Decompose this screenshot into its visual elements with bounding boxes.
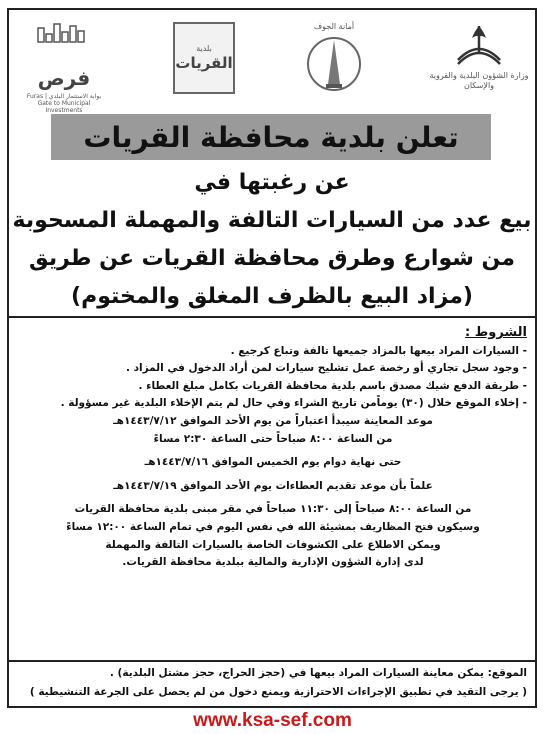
furas-skyline-icon [34,22,94,66]
logo-row [9,10,535,115]
qurayyat-caption: بلدية [196,44,212,54]
schedule-line: حتى نهاية دوام يوم الخميس الموافق ١٤٤٣/٧/١٦هـ [144,456,402,469]
location-section [19,664,527,702]
qurayyat-wordmark: القريات [175,53,233,72]
announcement-headline [9,202,535,316]
conditions-title: الشروط : [465,325,527,340]
schedule-line: موعد المعاينة سيبدأ اعتباراً من يوم الأحد الموافق ١٤٤٣/٧/١٢هـ [113,414,433,427]
schedule-line: وسيكون فتح المظاريف بمشيئة الله في نفس اليوم في تمام الساعة ١٢:٠٠ مساءً [66,520,480,533]
headline-line: بيع عدد من السيارات التالفة والمهملة المسحوبة [12,208,532,233]
schedule-line: لدى إدارة الشؤون الإدارية والمالية ببلدية محافظة القريات. [122,556,424,569]
announcement-subtitle: عن رغبتها في [194,170,350,195]
advertisement-frame [7,8,537,708]
furas-wordmark: فرص [37,66,91,90]
schedule-line: من الساعة ٨:٠٠ صباحاً حتى الساعة ٢:٣٠ مساءً [153,432,393,445]
source-url-watermark: www.ksa-sef.com [193,710,352,731]
qurayyat-municipality-logo [169,22,239,94]
announcement-title-bar [51,114,491,160]
jouf-tower-icon [306,34,362,92]
furas-logo [19,22,109,115]
ministry-caption: وزارة الشؤون البلدية والقروية والإسكان [429,71,529,90]
ministry-logo [429,22,529,90]
jouf-logo [299,22,369,92]
conditions-section [19,324,527,572]
jouf-caption: أمانة الجوف [313,22,355,31]
condition-item: - إخلاء الموقع خلال (٣٠) يوماًمن تاريخ الشراء وفي حال لم يتم الإخلاء البلدية غير مسؤولة . [60,397,527,410]
announcement-title: تعلن بلدية محافظة القريات [83,120,459,154]
section-divider [9,316,535,318]
condition-item: - وجود سجل تجاري أو رخصة عمل تشليح سيارات لمن أراد الدخول في المزاد . [125,362,527,375]
schedule-line: ويمكن الاطلاع على الكشوفات الخاصة بالسيارات التالفة والمهملة [105,538,441,551]
section-divider [9,660,535,662]
schedule-line: من الساعة ٨:٠٠ صباحاً إلى ١١:٣٠ صباحاً في مقر مبنى بلدية محافظة القريات [74,503,472,516]
headline-line: من شوارع وطرق محافظة القريات عن طريق [29,246,515,271]
condition-item: - السيارات المراد بيعها بالمزاد جميعها تالفة وتباع كرجيع . [230,344,527,357]
schedule-line: علماً بأن موعد تقديم العطاءات يوم الأحد الموافق ١٤٤٣/٧/١٩هـ [113,479,433,492]
condition-item: - طريقة الدفع شيك مصدق باسم بلدية محافظة القريات بكامل مبلغ العطاء . [138,379,527,392]
precaution-line: ( يرجى التقيد في تطبيق الإجراءات الاحترازية ويمنع دخول من لم يحصل على الجرعة التنشيطية ) [29,686,527,698]
location-line: الموقع: يمكن معاينة السيارات المراد بيعها في (حجز الحراج، حجز مشتل البلدية) . [109,667,527,679]
furas-caption: بوابة الاستثمار البلدي Furas | Gate to Municipal Investments [26,93,102,115]
saudi-emblem-icon [444,22,514,68]
headline-line: (مزاد البيع بالظرف المغلق والمختوم) [71,284,473,309]
